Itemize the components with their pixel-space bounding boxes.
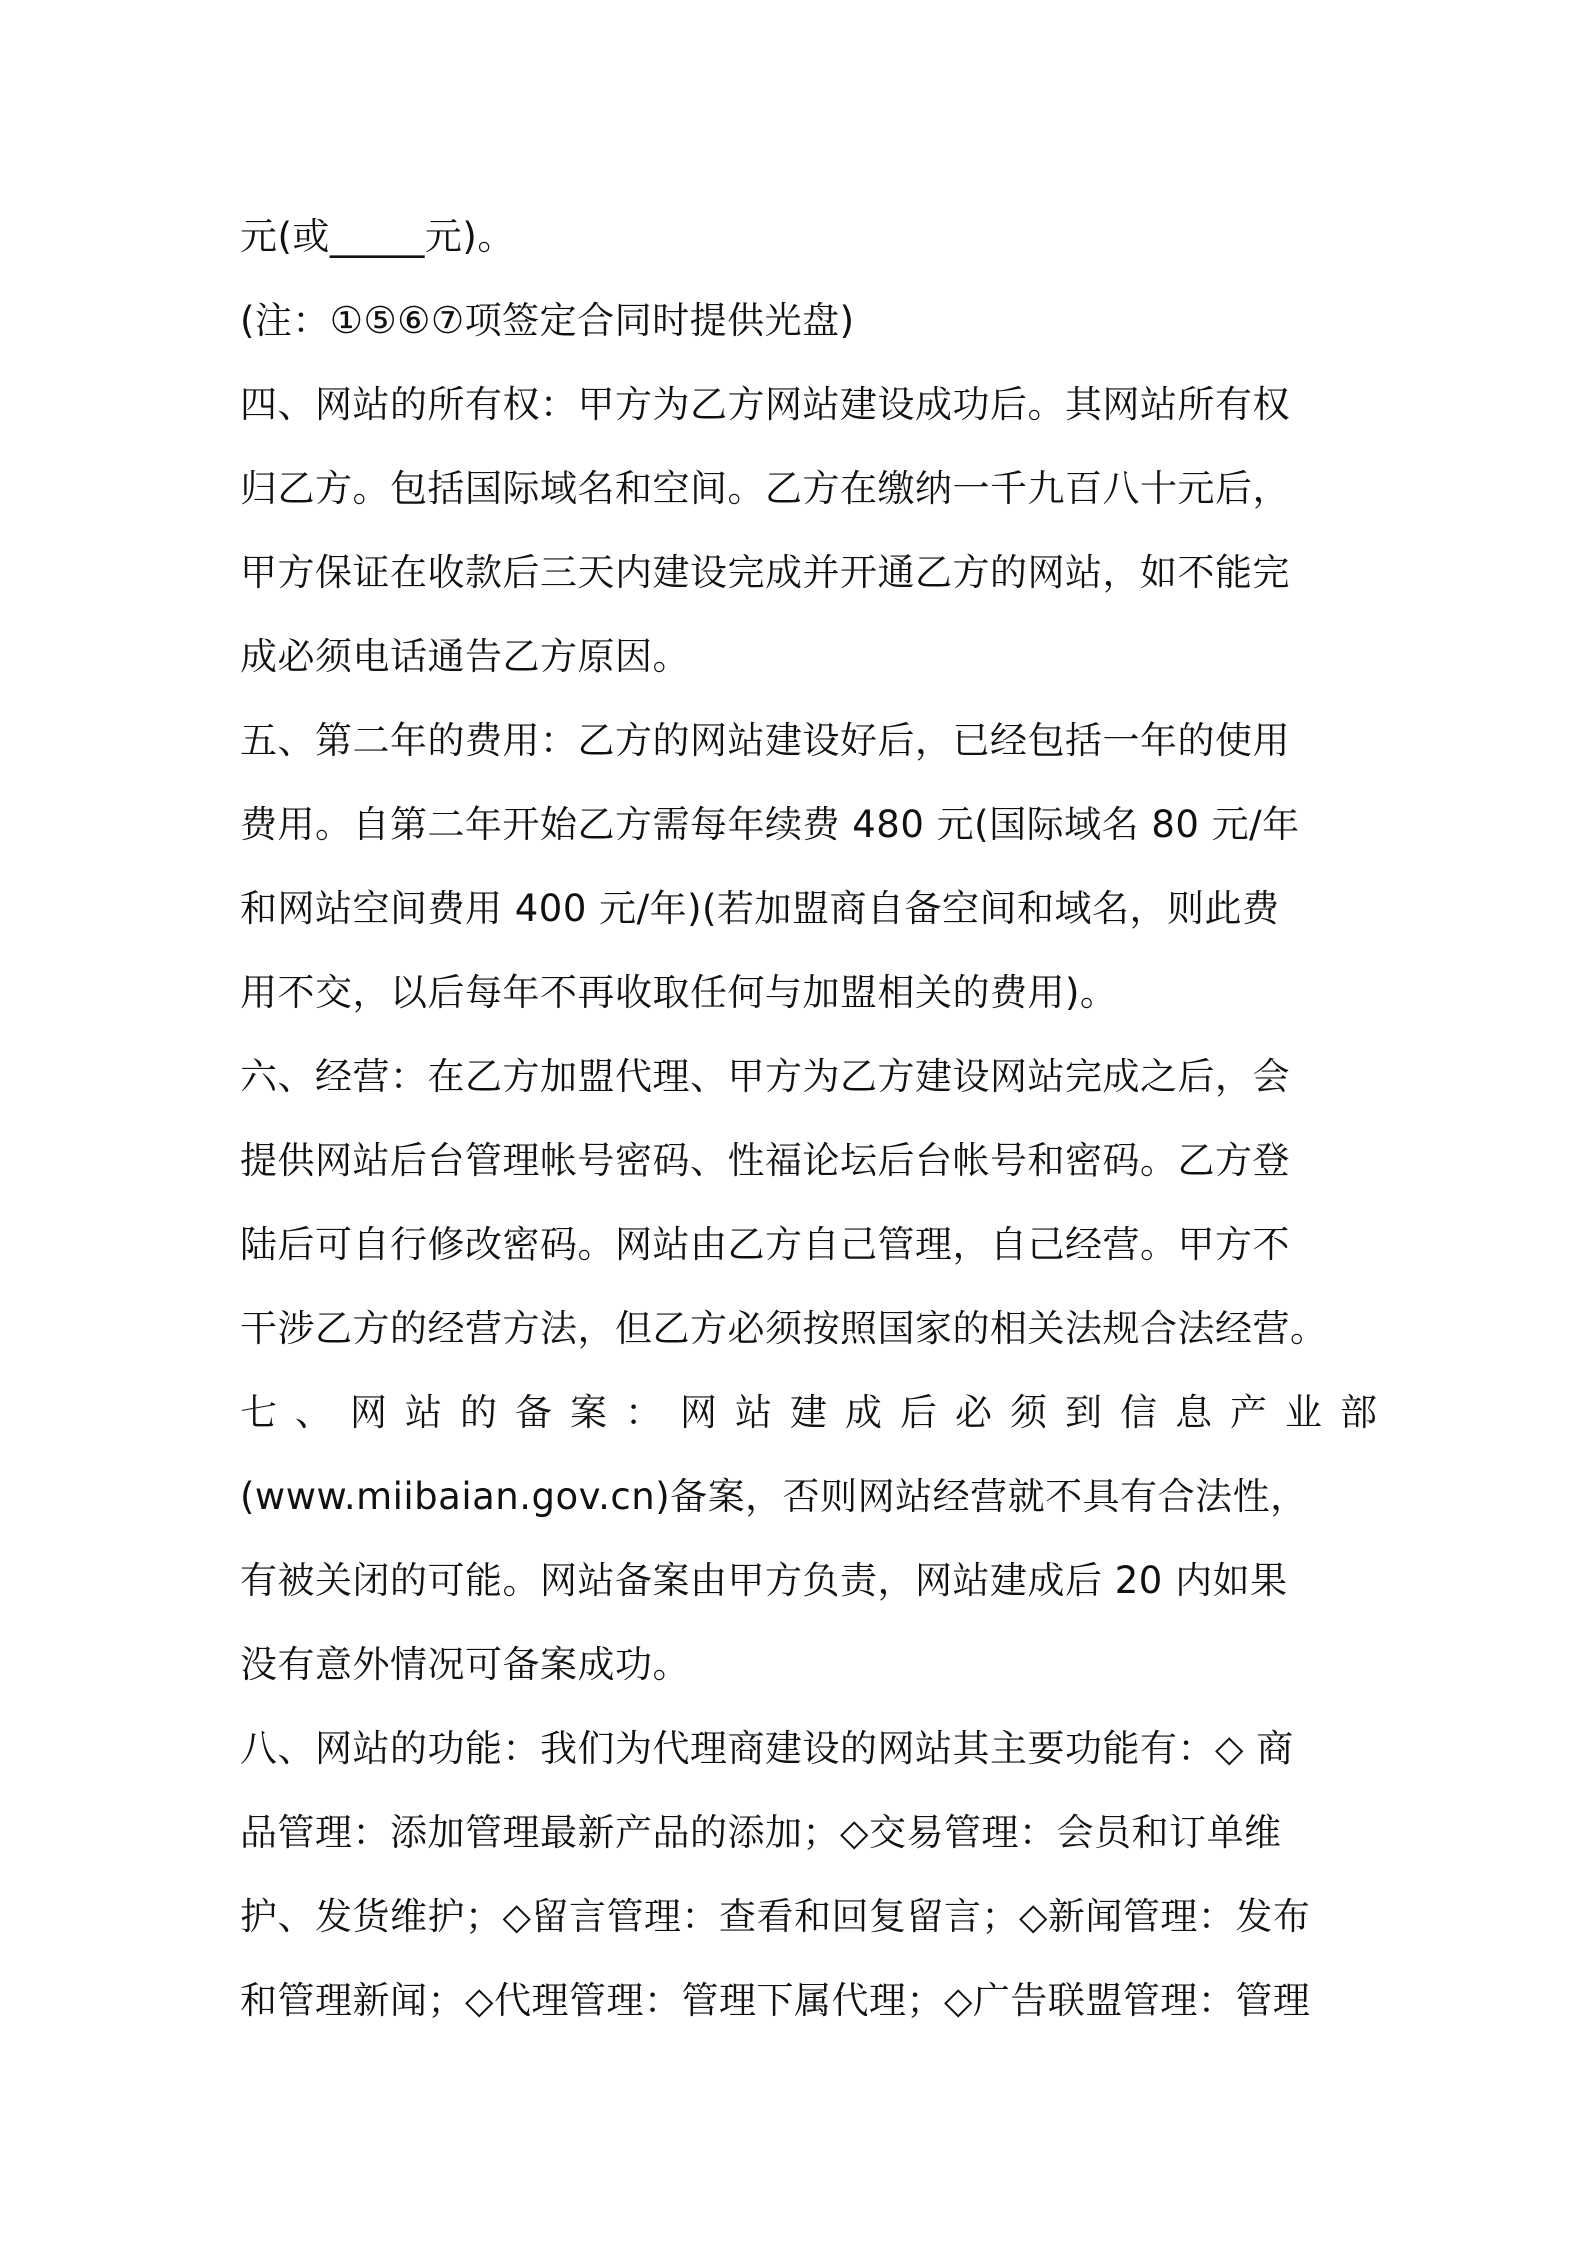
text-line: 品管理：添加管理最新产品的添加；◇交易管理：会员和订单维: [240, 1811, 1282, 1854]
document-body: [240, 195, 1395, 2043]
text-line: 和网站空间费用 400 元/年)(若加盟商自备空间和域名，则此费: [240, 887, 1280, 930]
text-line: 六、经营：在乙方加盟代理、甲方为乙方建设网站完成之后，会: [240, 1055, 1290, 1098]
text-line: 和管理新闻；◇代理管理：管理下属代理；◇广告联盟管理：管理: [240, 1979, 1311, 2022]
text-line: 四、网站的所有权：甲方为乙方网站建设成功后。其网站所有权: [240, 383, 1290, 426]
text-line: 提供网站后台管理帐号密码、性福论坛后台帐号和密码。乙方登: [240, 1139, 1290, 1182]
text-line: 七、网站的备案：网站建成后必须到信息产业部: [240, 1391, 1395, 1434]
text-line: 费用。自第二年开始乙方需每年续费 480 元(国际域名 80 元/年: [240, 803, 1300, 846]
text-line: 用不交，以后每年不再收取任何与加盟相关的费用)。: [240, 971, 1118, 1014]
text-line: 没有意外情况可备案成功。: [240, 1643, 690, 1686]
text-line: 甲方保证在收款后三天内建设完成并开通乙方的网站，如不能完: [240, 551, 1290, 594]
text-line: 干涉乙方的经营方法，但乙方必须按照国家的相关法规合法经营。: [240, 1307, 1328, 1350]
text-line: 陆后可自行修改密码。网站由乙方自己管理，自己经营。甲方不: [240, 1223, 1290, 1266]
text-line: (www.miibaian.gov.cn)备案，否则网站经营就不具有合法性，: [240, 1475, 1308, 1518]
text-line: 成必须电话通告乙方原因。: [240, 635, 690, 678]
text-line: 八、网站的功能：我们为代理商建设的网站其主要功能有：◇ 商: [240, 1727, 1294, 1770]
text-line: 归乙方。包括国际域名和空间。乙方在缴纳一千九百八十元后，: [240, 467, 1290, 510]
text-line: 护、发货维护；◇留言管理：查看和回复留言；◇新闻管理：发布: [240, 1895, 1311, 1938]
text-line: 有被关闭的可能。网站备案由甲方负责，网站建成后 20 内如果: [240, 1559, 1288, 1602]
text-line: (注：①⑤⑥⑦项签定合同时提供光盘): [240, 299, 855, 342]
text-line: 五、第二年的费用：乙方的网站建设好后，已经包括一年的使用: [240, 719, 1290, 762]
text-line: 元(或_____元)。: [240, 215, 515, 258]
